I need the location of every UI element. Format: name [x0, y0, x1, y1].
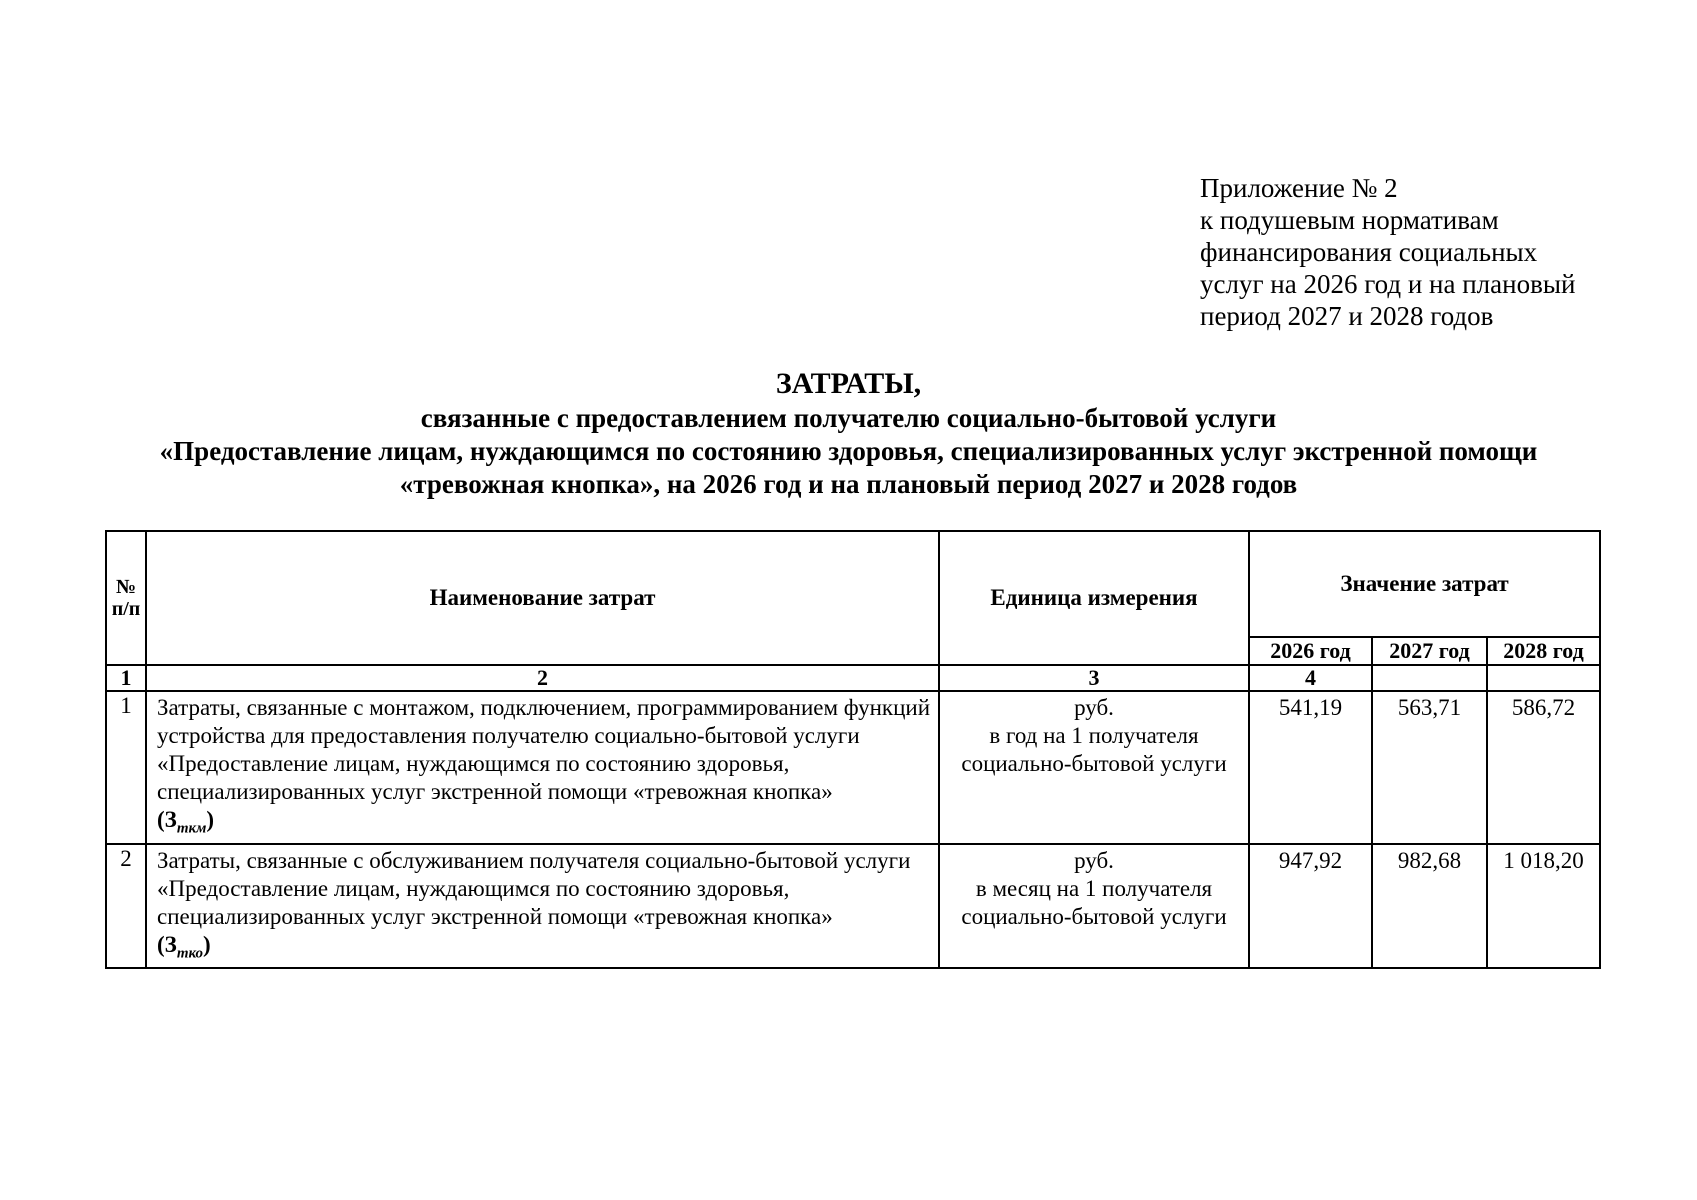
table-row	[106, 844, 1600, 969]
header-year: 2027 год	[1372, 637, 1487, 665]
column-number: 4	[1249, 665, 1372, 691]
cost-symbol-close: )	[203, 931, 211, 957]
table-row	[106, 691, 1600, 844]
costs-table	[105, 530, 1601, 969]
value-2026: 947,92	[1249, 844, 1372, 969]
appendix-line: Приложение № 2	[1200, 173, 1398, 203]
cost-symbol-subscript: тко	[176, 945, 204, 962]
appendix-line: услуг на 2026 год и на плановый	[1200, 269, 1576, 299]
unit-cell	[939, 691, 1249, 844]
header-year: 2028 год	[1487, 637, 1600, 665]
header-values: Значение затрат	[1249, 531, 1600, 637]
column-number: 3	[939, 665, 1249, 691]
unit-line: руб.	[1074, 847, 1114, 873]
value-2026: 541,19	[1249, 691, 1372, 844]
appendix-line: финансирования социальных	[1200, 237, 1538, 267]
unit-line: в год на 1 получателя	[989, 723, 1199, 748]
document-subtitle-line: «Предоставление лицам, нуждающимся по состоянию здоровья, специализированных услуг экстренной помощи	[159, 436, 1538, 466]
appendix-line: период 2027 и 2028 годов	[1200, 301, 1494, 331]
cost-name-text: Затраты, связанные с монтажом, подключением, программированием функций устройства для предоставления получателю социально-бытовой услуги «Предоставление лицам, нуждающимся по состоянию здоровья, специализированных услуг экстренной помощи «тревожная кнопка»	[157, 695, 931, 804]
unit-cell	[939, 844, 1249, 969]
header-unit: Единица измерения	[939, 531, 1249, 665]
appendix-note	[1200, 172, 1575, 332]
value-2028: 1 018,20	[1487, 844, 1600, 969]
value-2028: 586,72	[1487, 691, 1600, 844]
cost-symbol-close: )	[206, 807, 215, 832]
column-number-empty	[1372, 665, 1487, 691]
unit-line: в месяц на 1 получателя	[975, 875, 1213, 901]
document-subtitle-line: «тревожная кнопка», на 2026 год и на плановый период 2027 и 2028 годов	[399, 469, 1298, 499]
cost-name-text: Затраты, связанные с обслуживанием получателя социально-бытовой услуги «Предоставление лицам, нуждающимся по состоянию здоровья, специализированных услуг экстренной помощи «тревожная кнопка»	[157, 847, 911, 929]
row-number: 1	[106, 691, 146, 844]
unit-line: социально-бытовой услуги	[961, 751, 1227, 776]
value-2027: 982,68	[1372, 844, 1487, 969]
cost-symbol	[157, 931, 211, 962]
unit-line: руб.	[1074, 695, 1114, 720]
column-number-empty	[1487, 665, 1600, 691]
cost-symbol-subscript: ткм	[176, 820, 207, 837]
unit-line: социально-бытовой услуги	[961, 903, 1227, 929]
value-2027: 563,71	[1372, 691, 1487, 844]
document-heading	[0, 366, 1697, 501]
header-year: 2026 год	[1249, 637, 1372, 665]
cost-name	[146, 844, 939, 969]
column-number: 2	[146, 665, 939, 691]
column-number: 1	[106, 665, 146, 691]
row-number: 2	[106, 844, 146, 969]
cost-symbol-base: (З	[157, 931, 177, 957]
header-num: № п/п	[106, 531, 146, 665]
header-name: Наименование затрат	[146, 531, 939, 665]
appendix-line: к подушевым нормативам	[1200, 205, 1499, 235]
document-subtitle-line: связанные с предоставлением получателю социально-бытовой услуги	[420, 403, 1277, 433]
document-title: ЗАТРАТЫ,	[775, 367, 922, 400]
cost-symbol-base: (З	[157, 807, 177, 832]
cost-name	[146, 691, 939, 844]
cost-symbol	[157, 807, 215, 837]
